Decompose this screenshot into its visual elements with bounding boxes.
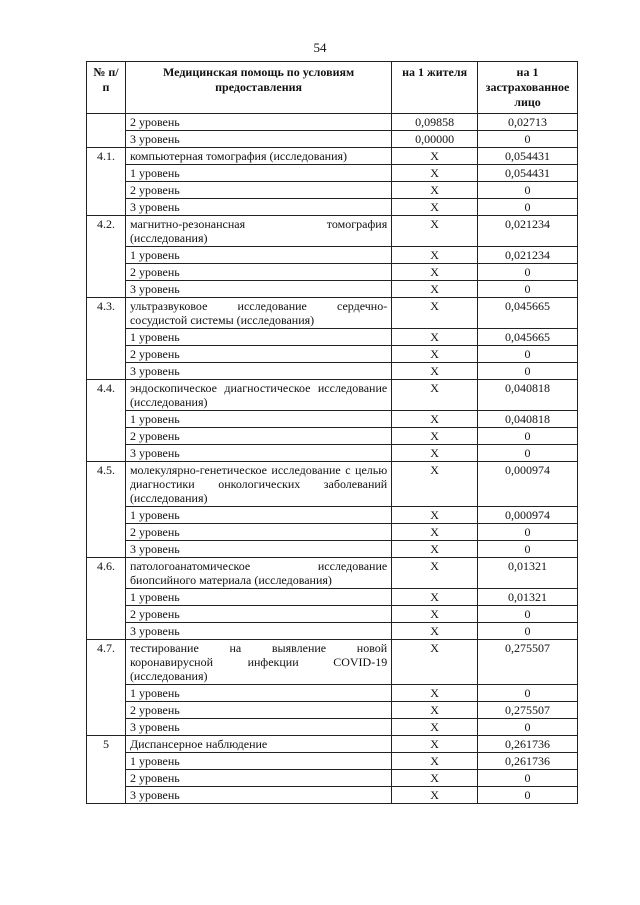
- value-per-insured: 0,275507: [478, 640, 578, 685]
- table-row: [87, 264, 578, 281]
- row-number: 5: [87, 736, 126, 804]
- row-name: 1 уровень: [125, 165, 391, 182]
- row-name: Диспансерное наблюдение: [125, 736, 391, 753]
- value-per-resident: Х: [392, 148, 478, 165]
- value-per-insured: 0,275507: [478, 702, 578, 719]
- value-per-insured: 0: [478, 719, 578, 736]
- table-row: [87, 363, 578, 380]
- value-per-resident: Х: [392, 298, 478, 329]
- row-name: 3 уровень: [125, 445, 391, 462]
- table-row: [87, 719, 578, 736]
- value-per-resident: Х: [392, 719, 478, 736]
- value-per-resident: Х: [392, 736, 478, 753]
- table-row: [87, 131, 578, 148]
- header-num: № п/п: [87, 62, 126, 114]
- value-per-insured: 0,261736: [478, 753, 578, 770]
- table-row: [87, 199, 578, 216]
- table-row: [87, 770, 578, 787]
- row-name: 2 уровень: [125, 182, 391, 199]
- row-name: 3 уровень: [125, 199, 391, 216]
- table-row: [87, 298, 578, 329]
- row-name: 3 уровень: [125, 131, 391, 148]
- table-row: [87, 148, 578, 165]
- table-row: [87, 165, 578, 182]
- page-number: 54: [313, 40, 327, 55]
- value-per-resident: Х: [392, 411, 478, 428]
- value-per-insured: 0: [478, 445, 578, 462]
- header-per-insured: на 1 застрахованное лицо: [478, 62, 578, 114]
- value-per-insured: 0,040818: [478, 411, 578, 428]
- row-name: магнитно-резонансная томография (исследования): [125, 216, 391, 247]
- row-name: 3 уровень: [125, 281, 391, 298]
- row-name: 3 уровень: [125, 623, 391, 640]
- table-row: [87, 753, 578, 770]
- value-per-resident: Х: [392, 462, 478, 507]
- value-per-resident: Х: [392, 363, 478, 380]
- table-body: [87, 114, 578, 804]
- table-row: [87, 787, 578, 804]
- row-name: 3 уровень: [125, 787, 391, 804]
- value-per-insured: 0,000974: [478, 507, 578, 524]
- row-name: 1 уровень: [125, 753, 391, 770]
- value-per-insured: 0: [478, 346, 578, 363]
- row-name: молекулярно-генетическое исследование с целью диагностики онкологических заболеваний (исследования): [125, 462, 391, 507]
- row-name: эндоскопическое диагностическое исследование (исследования): [125, 380, 391, 411]
- row-number: 4.3.: [87, 298, 126, 380]
- value-per-insured: 0,040818: [478, 380, 578, 411]
- row-number: 4.7.: [87, 640, 126, 736]
- value-per-insured: 0: [478, 787, 578, 804]
- value-per-resident: Х: [392, 445, 478, 462]
- value-per-insured: 0: [478, 199, 578, 216]
- table-row: [87, 346, 578, 363]
- row-name: 3 уровень: [125, 363, 391, 380]
- table-row: [87, 623, 578, 640]
- value-per-insured: 0,000974: [478, 462, 578, 507]
- value-per-insured: 0: [478, 363, 578, 380]
- table-row: [87, 702, 578, 719]
- row-name: 3 уровень: [125, 541, 391, 558]
- table-row: [87, 589, 578, 606]
- table-header-row: [87, 62, 578, 114]
- row-name: 1 уровень: [125, 329, 391, 346]
- table-row: [87, 182, 578, 199]
- value-per-insured: 0: [478, 524, 578, 541]
- value-per-insured: 0,045665: [478, 298, 578, 329]
- value-per-resident: Х: [392, 787, 478, 804]
- row-number: [87, 114, 126, 148]
- value-per-resident: Х: [392, 428, 478, 445]
- table-row: [87, 606, 578, 623]
- row-name: ультразвуковое исследование сердечно-сосудистой системы (исследования): [125, 298, 391, 329]
- value-per-resident: Х: [392, 753, 478, 770]
- value-per-insured: 0: [478, 606, 578, 623]
- row-name: компьютерная томография (исследования): [125, 148, 391, 165]
- value-per-resident: Х: [392, 264, 478, 281]
- value-per-resident: Х: [392, 329, 478, 346]
- row-name: 2 уровень: [125, 606, 391, 623]
- value-per-insured: 0,054431: [478, 165, 578, 182]
- header-per-resident: на 1 жителя: [392, 62, 478, 114]
- row-name: 1 уровень: [125, 247, 391, 264]
- value-per-insured: 0,054431: [478, 148, 578, 165]
- table-row: [87, 114, 578, 131]
- value-per-resident: Х: [392, 640, 478, 685]
- row-name: тестирование на выявление новой коронавирусной инфекции COVID-19 (исследования): [125, 640, 391, 685]
- medical-care-table: [86, 61, 578, 804]
- row-name: 1 уровень: [125, 507, 391, 524]
- value-per-insured: 0,01321: [478, 589, 578, 606]
- table-row: [87, 216, 578, 247]
- value-per-resident: Х: [392, 606, 478, 623]
- row-number: 4.1.: [87, 148, 126, 216]
- value-per-resident: Х: [392, 524, 478, 541]
- value-per-resident: Х: [392, 507, 478, 524]
- table-row: [87, 329, 578, 346]
- value-per-resident: Х: [392, 281, 478, 298]
- value-per-resident: Х: [392, 558, 478, 589]
- value-per-insured: 0,01321: [478, 558, 578, 589]
- value-per-resident: Х: [392, 541, 478, 558]
- row-name: 3 уровень: [125, 719, 391, 736]
- row-name: 2 уровень: [125, 524, 391, 541]
- value-per-resident: Х: [392, 702, 478, 719]
- row-name: 2 уровень: [125, 346, 391, 363]
- row-name: 2 уровень: [125, 264, 391, 281]
- value-per-insured: 0: [478, 428, 578, 445]
- value-per-resident: Х: [392, 623, 478, 640]
- value-per-resident: Х: [392, 589, 478, 606]
- value-per-resident: Х: [392, 380, 478, 411]
- row-name: 1 уровень: [125, 685, 391, 702]
- value-per-resident: 0,00000: [392, 131, 478, 148]
- value-per-resident: Х: [392, 247, 478, 264]
- value-per-insured: 0: [478, 131, 578, 148]
- value-per-resident: Х: [392, 770, 478, 787]
- table-row: [87, 380, 578, 411]
- value-per-resident: Х: [392, 346, 478, 363]
- row-number: 4.2.: [87, 216, 126, 298]
- table-row: [87, 640, 578, 685]
- row-name: 2 уровень: [125, 770, 391, 787]
- row-number: 4.4.: [87, 380, 126, 462]
- value-per-insured: 0,02713: [478, 114, 578, 131]
- row-name: 2 уровень: [125, 114, 391, 131]
- table-row: [87, 411, 578, 428]
- row-name: 1 уровень: [125, 589, 391, 606]
- table-row: [87, 428, 578, 445]
- value-per-insured: 0: [478, 770, 578, 787]
- row-number: 4.5.: [87, 462, 126, 558]
- row-name: 2 уровень: [125, 702, 391, 719]
- table-row: [87, 462, 578, 507]
- value-per-resident: Х: [392, 685, 478, 702]
- row-name: 2 уровень: [125, 428, 391, 445]
- row-number: 4.6.: [87, 558, 126, 640]
- value-per-insured: 0,045665: [478, 329, 578, 346]
- value-per-resident: Х: [392, 199, 478, 216]
- table-row: [87, 445, 578, 462]
- table-row: [87, 541, 578, 558]
- value-per-resident: 0,09858: [392, 114, 478, 131]
- value-per-insured: 0: [478, 623, 578, 640]
- value-per-insured: 0,261736: [478, 736, 578, 753]
- table-row: [87, 524, 578, 541]
- table-row: [87, 281, 578, 298]
- value-per-insured: 0: [478, 281, 578, 298]
- table-row: [87, 558, 578, 589]
- value-per-insured: 0: [478, 685, 578, 702]
- header-name: Медицинская помощь по условиям предоставления: [125, 62, 391, 114]
- table-row: [87, 685, 578, 702]
- value-per-insured: 0,021234: [478, 216, 578, 247]
- value-per-resident: Х: [392, 182, 478, 199]
- table-row: [87, 507, 578, 524]
- value-per-resident: Х: [392, 165, 478, 182]
- value-per-resident: Х: [392, 216, 478, 247]
- table-row: [87, 247, 578, 264]
- table-row: [87, 736, 578, 753]
- value-per-insured: 0: [478, 182, 578, 199]
- value-per-insured: 0,021234: [478, 247, 578, 264]
- value-per-insured: 0: [478, 541, 578, 558]
- row-name: 1 уровень: [125, 411, 391, 428]
- value-per-insured: 0: [478, 264, 578, 281]
- row-name: патологоанатомическое исследование биопсийного материала (исследования): [125, 558, 391, 589]
